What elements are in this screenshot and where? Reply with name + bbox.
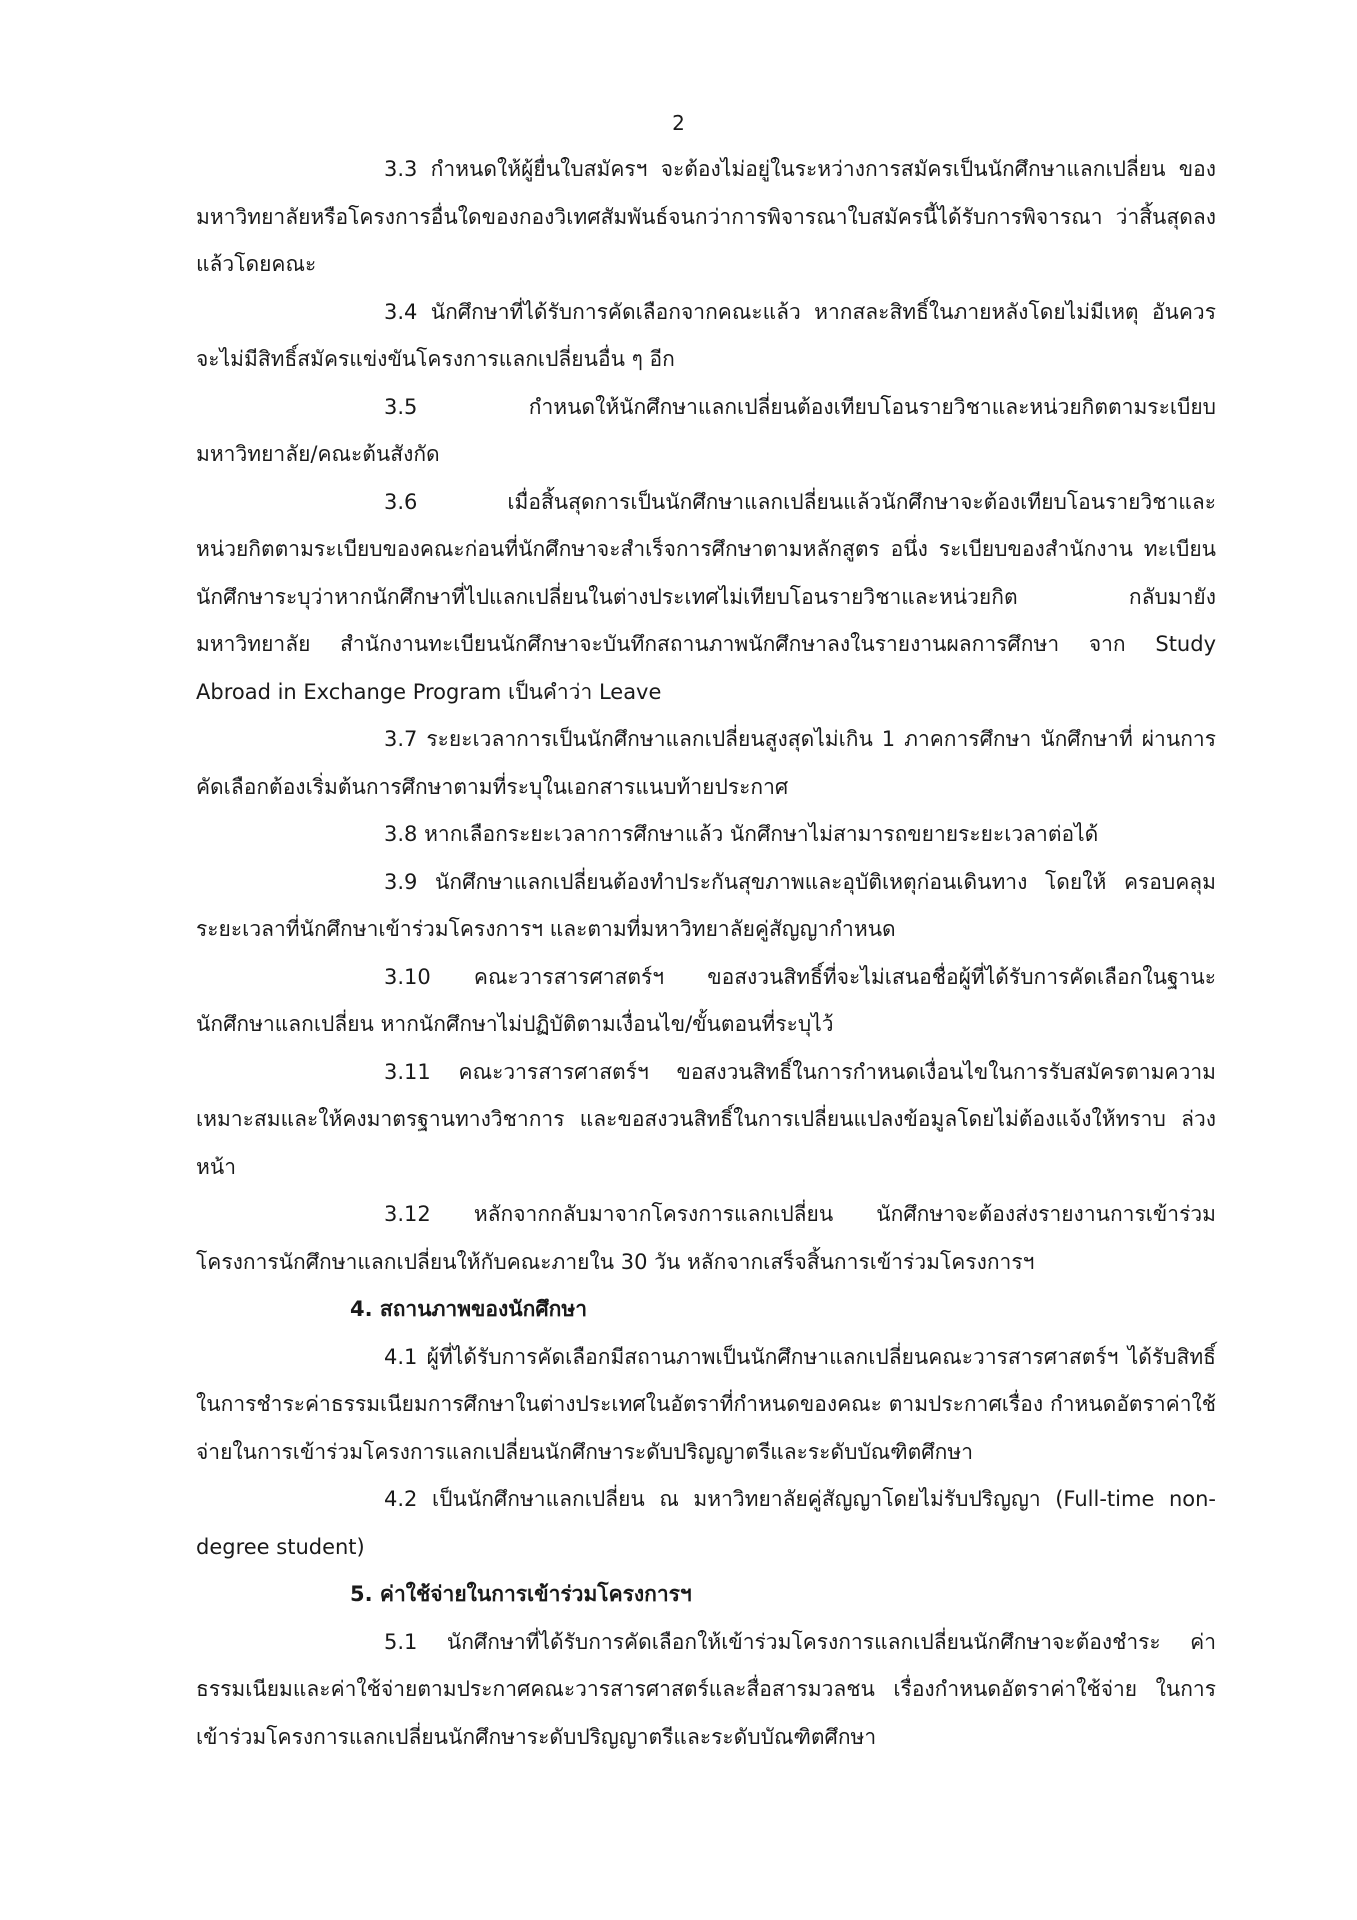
clause-3-10: 3.10 คณะวารสารศาสตร์ฯ ขอสงวนสิทธิ์ที่จะไม่เสนอชื่อผู้ที่ได้รับการคัดเลือกในฐานะ นักศึกษาแลกเปลี่ยน หากนักศึกษาไม่ปฏิบัติตามเงื่อนไข/ขั้นตอนที่ระบุไว้ bbox=[196, 964, 1216, 1036]
clause-5-1: 5.1 นักศึกษาที่ได้รับการคัดเลือกให้เข้าร่วมโครงการแลกเปลี่ยนนักศึกษาจะต้องชำระ ค่าธรรมเนียมและค่าใช้จ่ายตามประกาศคณะวารสารศาสตร์และสื่อสารมวลชน เรื่องกำหนดอัตราค่าใช้จ่าย ในการเข้าร่วมโครงการแลกเปลี่ยนนักศึกษาระดับปริญญาตรีและระดับบัณฑิตศึกษา bbox=[196, 1629, 1216, 1749]
section-heading-4: 4. สถานภาพของนักศึกษา bbox=[350, 1297, 588, 1321]
clause-3-9: 3.9 นักศึกษาแลกเปลี่ยนต้องทำประกันสุขภาพและอุบัติเหตุก่อนเดินทาง โดยให้ ครอบคลุมระยะเวลาที่นักศึกษาเข้าร่วมโครงการฯ และตามที่มหาวิทยาลัยคู่สัญญากำหนด bbox=[196, 869, 1216, 941]
clause-3-6: 3.6 เมื่อสิ้นสุดการเป็นนักศึกษาแลกเปลี่ยนแล้วนักศึกษาจะต้องเทียบโอนรายวิชาและ หน่วยกิตตามระเบียบของคณะก่อนที่นักศึกษาจะสำเร็จการศึกษาตามหลักสูตร อนึ่ง ระเบียบของสำนักงาน ทะเบียนนักศึกษาระบุว่าหากนักศึกษาที่ไปแลกเปลี่ยนในต่างประเทศไม่เทียบโอนรายวิชาและหน่วยกิต กลับมายังมหาวิทยาลัย สำนักงานทะเบียนนักศึกษาจะบันทึกสถานภาพนักศึกษาลงในรายงานผลการศึกษา จาก Study Abroad in Exchange Program เป็นคำว่า Leave bbox=[196, 489, 1216, 704]
clause-3-4: 3.4 นักศึกษาที่ได้รับการคัดเลือกจากคณะแล้ว หากสละสิทธิ์ในภายหลังโดยไม่มีเหตุ อันควรจะไม่มีสิทธิ์สมัครแข่งขันโครงการแลกเปลี่ยนอื่น ๆ อีก bbox=[196, 299, 1216, 371]
clause-4-1: 4.1 ผู้ที่ได้รับการคัดเลือกมีสถานภาพเป็นนักศึกษาแลกเปลี่ยนคณะวารสารศาสตร์ฯ ได้รับสิทธิ์ในการชำระค่าธรรมเนียมการศึกษาในต่างประเทศในอัตราที่กำหนดของคณะ ตามประกาศเรื่อง กำหนดอัตราค่าใช้จ่ายในการเข้าร่วมโครงการแลกเปลี่ยนนักศึกษาระดับปริญญาตรีและระดับบัณฑิตศึกษา bbox=[196, 1344, 1216, 1464]
clause-4-2: 4.2 เป็นนักศึกษาแลกเปลี่ยน ณ มหาวิทยาลัยคู่สัญญาโดยไม่รับปริญญา (Full-time non-degree student) bbox=[196, 1487, 1216, 1559]
clause-3-8: 3.8 หากเลือกระยะเวลาการศึกษาแล้ว นักศึกษาไม่สามารถขยายระยะเวลาต่อได้ bbox=[384, 822, 1099, 846]
section-heading-5: 5. ค่าใช้จ่ายในการเข้าร่วมโครงการฯ bbox=[350, 1582, 692, 1606]
clause-3-3: 3.3 กำหนดให้ผู้ยื่นใบสมัครฯ จะต้องไม่อยู่ในระหว่างการสมัครเป็นนักศึกษาแลกเปลี่ยน ของมหาวิทยาลัยหรือโครงการอื่นใดของกองวิเทศสัมพันธ์จนกว่าการพิจารณาใบสมัครนี้ได้รับการพิจารณา ว่าสิ้นสุดลงแล้วโดยคณะ bbox=[196, 157, 1216, 276]
clause-3-11: 3.11 คณะวารสารศาสตร์ฯ ขอสงวนสิทธิ์ในการกำหนดเงื่อนไขในการรับสมัครตามความ เหมาะสมและให้คงมาตรฐานทางวิชาการ และขอสงวนสิทธิ์ในการเปลี่ยนแปลงข้อมูลโดยไม่ต้องแจ้งให้ทราบ ล่วงหน้า bbox=[196, 1059, 1216, 1179]
clause-3-12: 3.12 หลักจากกลับมาจากโครงการแลกเปลี่ยน นักศึกษาจะต้องส่งรายงานการเข้าร่วม โครงการนักศึกษาแลกเปลี่ยนให้กับคณะภายใน 30 วัน หลักจากเสร็จสิ้นการเข้าร่วมโครงการฯ bbox=[196, 1202, 1216, 1274]
clause-3-5: 3.5 กำหนดให้นักศึกษาแลกเปลี่ยนต้องเทียบโอนรายวิชาและหน่วยกิตตามระเบียบ มหาวิทยาลัย/คณะต้นสังกัด bbox=[196, 394, 1216, 466]
page-number: 2 bbox=[672, 111, 685, 135]
document-body bbox=[196, 146, 1216, 1761]
clause-3-7: 3.7 ระยะเวลาการเป็นนักศึกษาแลกเปลี่ยนสูงสุดไม่เกิน 1 ภาคการศึกษา นักศึกษาที่ ผ่านการคัดเลือกต้องเริ่มต้นการศึกษาตามที่ระบุในเอกสารแนบท้ายประกาศ bbox=[196, 727, 1216, 799]
